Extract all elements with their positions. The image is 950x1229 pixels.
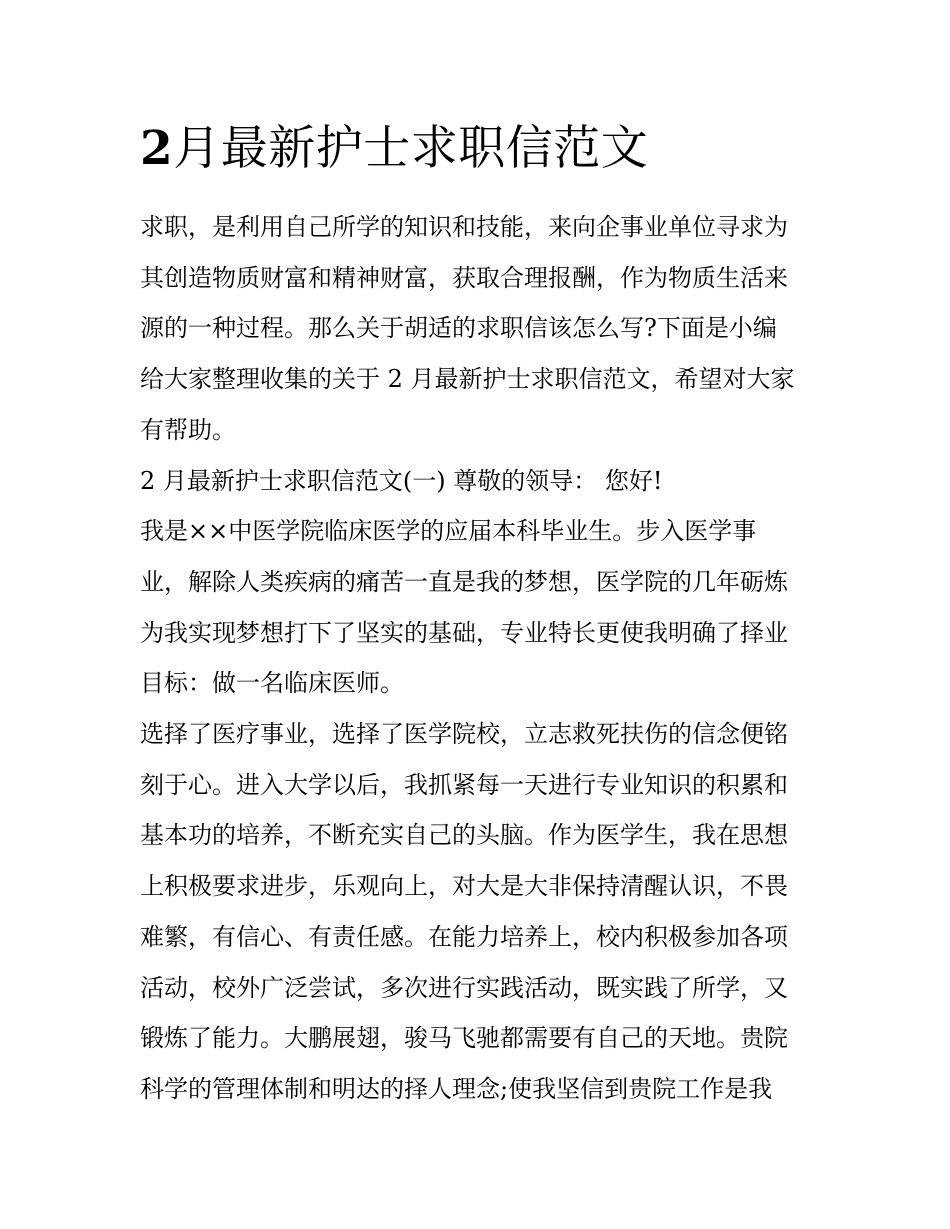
paragraph-line: 难繁，有信心、有责任感。在能力培养上，校内积极参加各项 <box>140 922 788 951</box>
paragraph-line: 科学的管理体制和明达的择人理念;使我坚信到贵院工作是我 <box>140 1074 773 1103</box>
paragraph-line: 上积极要求进步，乐观向上，对大是大非保持清醒认识，不畏 <box>140 872 788 901</box>
title-number: 2 <box>140 121 174 176</box>
paragraph-line: 锻炼了能力。大鹏展翅，骏马飞驰都需要有自己的天地。贵院 <box>140 1024 788 1053</box>
letter-paragraph-1 <box>140 506 820 709</box>
page-title <box>140 118 820 180</box>
intro-paragraph <box>140 202 820 456</box>
paragraph-line: 有帮助。 <box>140 415 236 444</box>
title-text: 月最新护士求职信范文 <box>173 121 649 176</box>
paragraph-line: 源的一种过程。那么关于胡适的求职信该怎么写?下面是小编 <box>140 314 777 343</box>
letter-heading-paragraph <box>140 456 820 507</box>
paragraph-line: 其创造物质财富和精神财富，获取合理报酬，作为物质生活来 <box>140 263 788 292</box>
paragraph-line: 选择了医疗事业，选择了医学院校，立志救死扶伤的信念便铭 <box>140 720 788 749</box>
paragraph-line: 业，解除人类疾病的痛苦一直是我的梦想，医学院的几年砺炼 <box>140 567 788 596</box>
paragraph-line: 目标：做一名临床医师。 <box>140 669 404 698</box>
paragraph-line: 活动，校外广泛尝试，多次进行实践活动，既实践了所学，又 <box>140 973 788 1002</box>
paragraph-line: 我是××中医学院临床医学的应届本科毕业生。步入医学事 <box>140 517 757 546</box>
paragraph-line: 刻于心。进入大学以后，我抓紧每一天进行专业知识的积累和 <box>140 770 788 799</box>
letter-paragraph-2 <box>140 709 820 1115</box>
paragraph-line: 为我实现梦想打下了坚实的基础，专业特长更使我明确了择业 <box>140 618 788 647</box>
paragraph-line: 求职，是利用自己所学的知识和技能，来向企事业单位寻求为 <box>140 213 788 241</box>
paragraph-line: 给大家整理收集的关于 2 月最新护士求职信范文，希望对大家 <box>140 365 795 394</box>
paragraph-line: 基本功的培养，不断充实自己的头脑。作为医学生，我在思想 <box>140 821 788 850</box>
paragraph-line: 2 月最新护士求职信范文(一) 尊敬的领导： 您好! <box>140 466 663 495</box>
document-body <box>140 118 820 1115</box>
